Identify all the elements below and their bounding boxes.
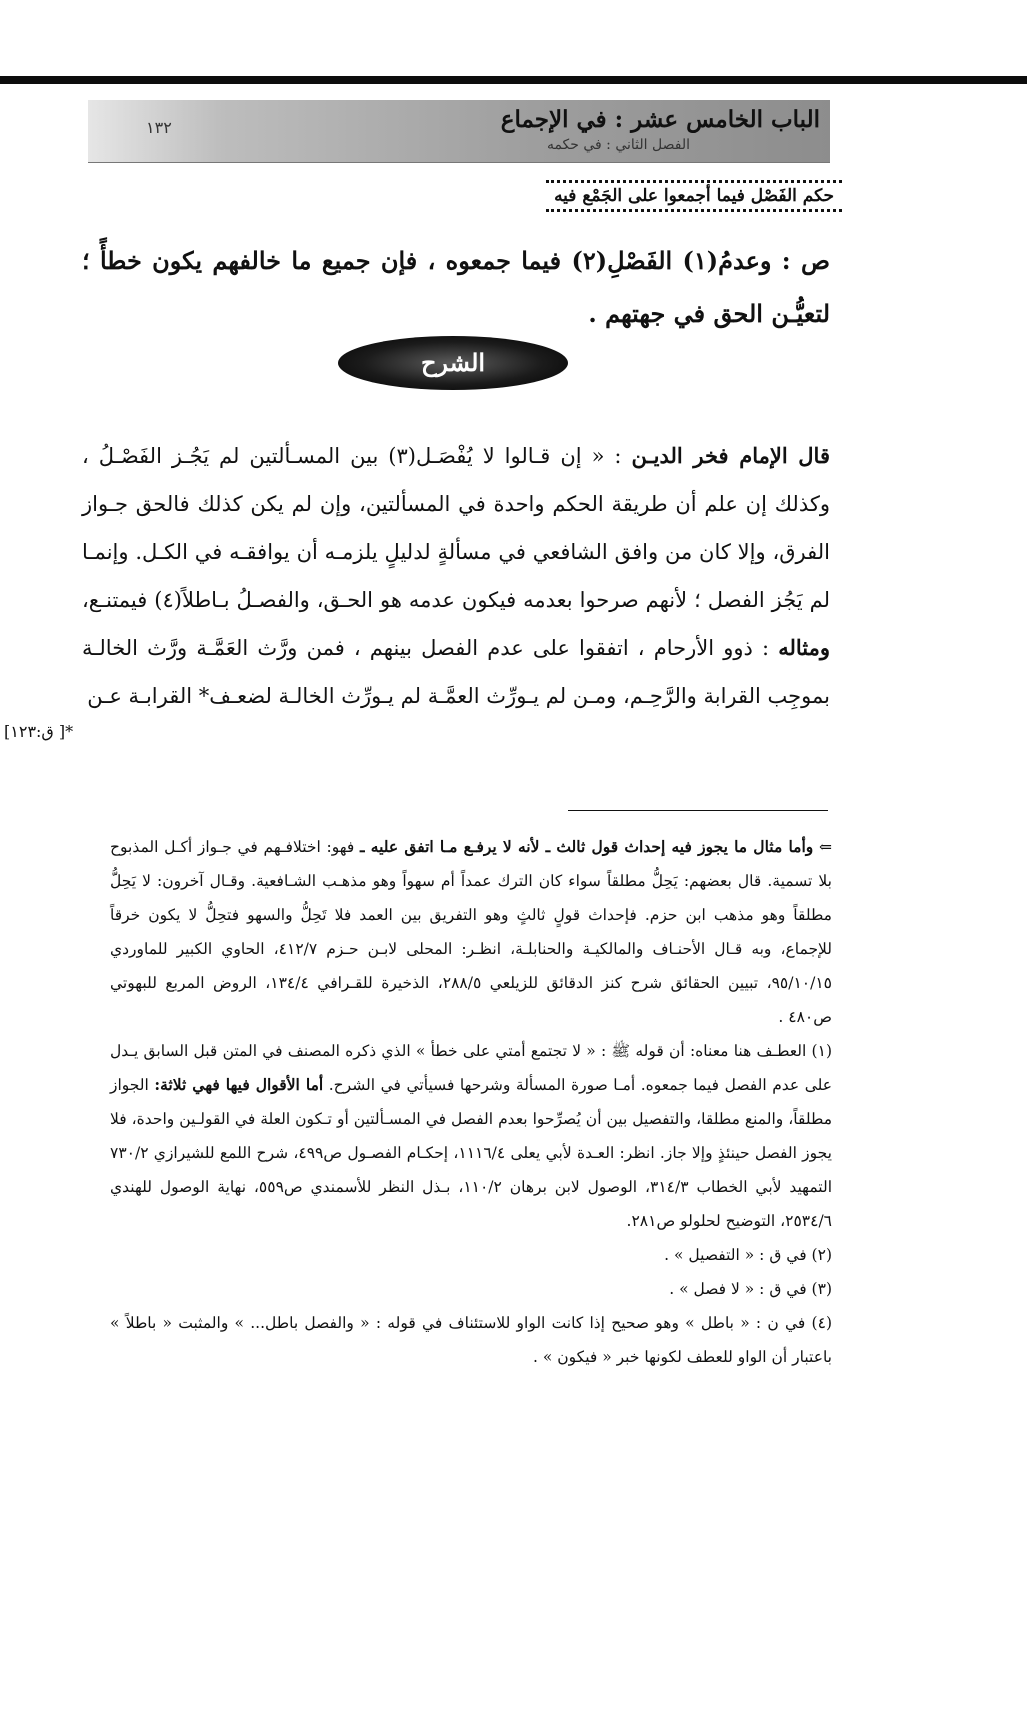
- example-lead: ومثاله: [778, 635, 830, 660]
- continuation-lead: وأما مثال ما يجوز فيه إحداث قول ثالث ـ لأنه لا يرفـع مـا اتفق عليه ـ: [360, 837, 814, 856]
- example-text: : ذوو الأرحام ، اتفقوا على عدم الفصل بينهم ، فمن ورَّث العَمَّـة ورَّث الخالـة بموجِب القرابة والرَّحِـم، ومـن لم يـورِّث العمَّـة لم يـورِّث الخالـة لضعـف* القرابـة عـن: [82, 636, 830, 708]
- section-title: حكم الفَصْل فيما أجمعوا على الجَمْع فيه: [546, 180, 842, 212]
- footnote-marker: (١): [811, 1042, 832, 1060]
- footnote-text: في ق : « التفصيل » .: [664, 1246, 807, 1264]
- footnotes: [110, 830, 832, 1374]
- commentary-text: : « إن قـالوا لا يُفْصَـل(٣) بين المسـألتين لم يَجُـز الفَصْـلُ ، وكذلك إن علم أن طريقة الحكم واحدة في المسألتين، وإن لم يكن كذلك فالحق جـواز الفرق، وإلا كان من وافق الشافعي في مسألةٍ لدليلٍ يلزمـه أن يوافقـه في الكـل. وإنمـا لم يَجُز الفصل ؛ لأنهم صرحوا بعدمه فيكون عدمه هو الحـق، والفصـلُ بـاطلاً(٤) فيمتنـع،: [82, 444, 831, 612]
- chapter-header: [88, 100, 830, 163]
- main-text: ص : وعدمُ(١) الفَصْلِ(٢) فيما جمعوه ، فإن جميع ما خالفهم يكون خطأً ؛ لتعيُّـن الحق في جهتهم .: [82, 246, 830, 328]
- footnote-3: [110, 1272, 832, 1306]
- footnote-4: [110, 1306, 832, 1374]
- page-number: ١٣٢: [146, 118, 172, 137]
- sharh-label: الشرح: [338, 336, 568, 390]
- footnote-1: [110, 1034, 832, 1238]
- footnote-text: في ق : « لا فصل » .: [669, 1280, 807, 1298]
- footnote-marker: (٤): [811, 1314, 832, 1332]
- footnote-text: في ن : « باطل » وهو صحيح إذا كانت الواو للاستئناف في قوله : « والفصل باطل... » والمثبت « باطلاً » باعتبار أن الواو للعطف لكونها خبر « فيكون » .: [110, 1314, 832, 1366]
- chapter-subtitle: الفصل الثاني : في حكمه: [546, 137, 690, 153]
- top-rule: [0, 76, 1027, 84]
- continuation-text: فهو: اختلافـهم في جـواز أكـل المذبوح بلا تسمية. قال بعضهم: يَحِلُّ مطلقاً سواء كان الترك عمداً أم سهواً وهو مذهـب الشـافعية. وقـال آخرون: لا يَحِلُّ مطلقاً وهو مذهب ابن حزم. فإحداث قولٍ ثالثٍ وهو التفريق بين العمد فلا تَحِلُّ والسهو فتحِلُّ لا يكون خرقاً للإجماع، وبه قـال الأحنـاف والمالكيـة والحنابلـة، انظـر: المحلى لابـن حـزم ٤١٢/٧، الحاوي الكبير للماوردي ٩٥/١٠/١٥، تبيين الحقائق شرح كنز الدقائق للزيلعي ٢٨٨/٥، الذخيرة للقـرافي ١٣٤/٤، الروض المربع للبهوتي ص٤٨٠ .: [110, 838, 832, 1026]
- footnote-text-cont: الجواز مطلقاً، والمنع مطلقا، والتفصيل بين أن يُصرِّحوا بعدم الفصل في المسـألتين أو تـكون العلة في القولـين واحدة، فلا يجوز الفصل حينئذٍ وإلا جاز. انظر: العـدة لأبي يعلى ١١١٦/٤، إحكـام الفصـول ص٤٩٩، شرح اللمع للشيرازي ٧٣٠/٢ التمهيد لأبي الخطاب ٣١٤/٣، الوصول لابن برهان ١١٠/٢، بـذل النظر للأسمندي ص٥٥٩، نهاية الوصول للهندي ٢٥٣٤/٦، التوضيح لحلولو ص٢٨١.: [110, 1076, 832, 1230]
- footnote-2: [110, 1238, 832, 1272]
- commentary-lead: قال الإمام فخر الديـن: [631, 443, 830, 468]
- footnote-divider: [568, 810, 828, 811]
- continuation-arrow-icon: ⇐: [819, 838, 833, 856]
- margin-note: *[ ق:١٢٣]: [4, 722, 74, 741]
- footnote-bold: أما الأقوال فيها فهي ثلاثة:: [154, 1075, 324, 1094]
- chapter-title: الباب الخامس عشر : في الإجماع: [500, 106, 820, 133]
- commentary: [82, 432, 830, 720]
- footnote-marker: (٣): [811, 1280, 832, 1298]
- footnote-text: العطـف هنا معناه: أن قوله ﷺ : « لا تجتمع أمتي على خطأ » الذي ذكره المصنف في المتن قبل السابق يـدل على عدم الفصل فيما جمعوه. أمـا صورة المسألة وشرحها فسيأتي في الشرح.: [110, 1042, 833, 1094]
- footnote-marker: (٢): [811, 1246, 832, 1264]
- footnote-continuation: [110, 830, 832, 1034]
